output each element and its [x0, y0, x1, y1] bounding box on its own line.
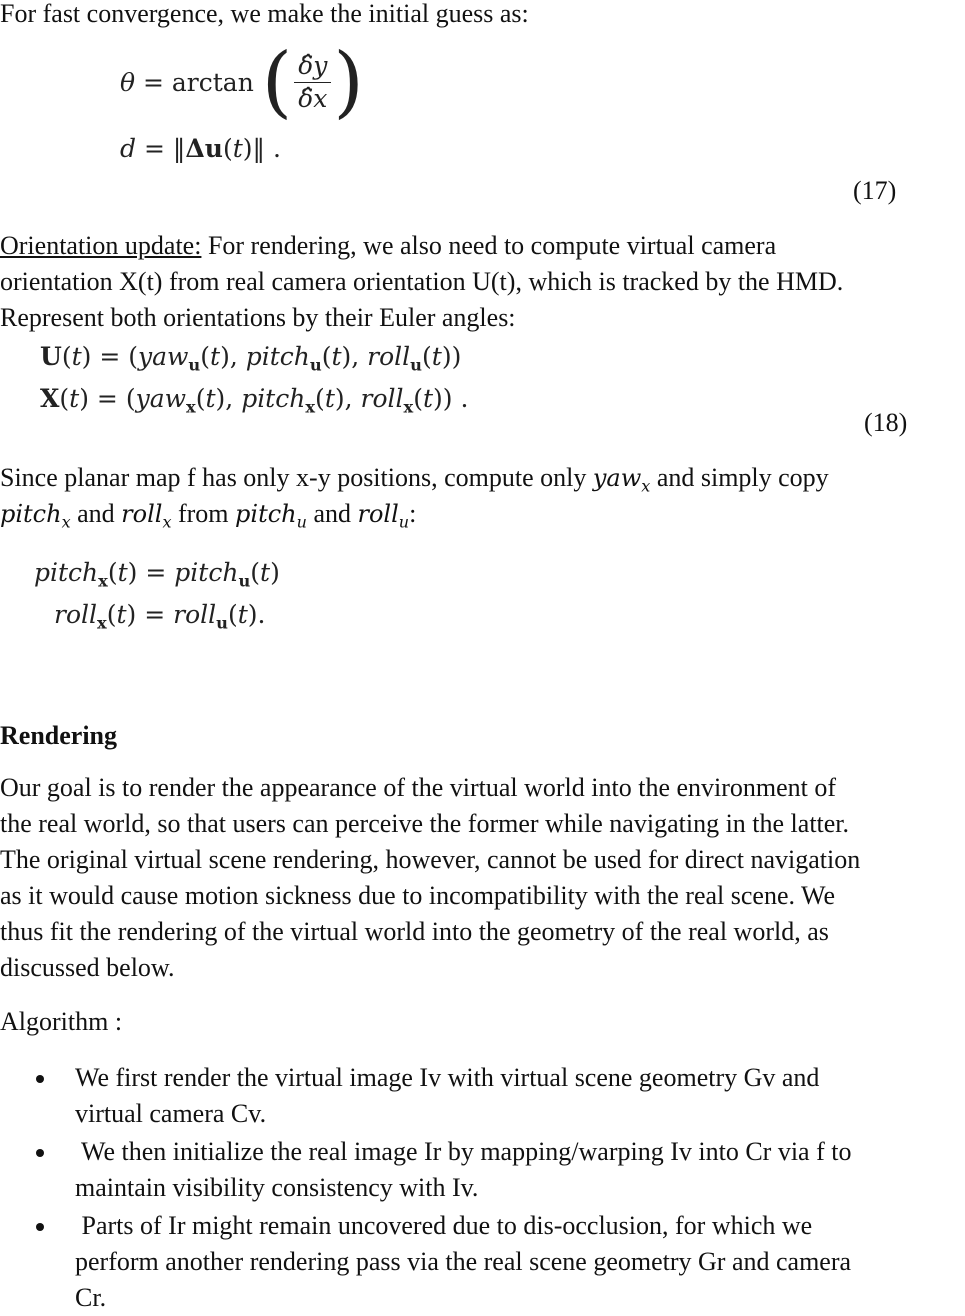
eq17-denominator: δ̂x: [298, 83, 328, 113]
equation-18-number: (18): [864, 408, 908, 437]
bullet-3-line: Cr.: [75, 1283, 107, 1312]
planar-line-1: Since planar map f has only x-y positions, compute only yaw$_x$ and simply copy: [0, 463, 829, 496]
bullet-3-line: perform another rendering pass via the real scene geometry Gr and camera: [75, 1247, 852, 1276]
bullet-icon: [36, 1223, 44, 1231]
equation-17-number: (17): [853, 176, 897, 205]
bullet-2-line: We then initialize the real image Ir by mapping/warping Iv into Cr via f to: [75, 1137, 852, 1166]
equation-copy-line-2: roll$_x$(t) = roll$_u$(t).: [54, 600, 266, 633]
rendering-paragraph-line: as it would cause motion sickness due to incompatibility with the real scene. We: [0, 881, 836, 910]
algorithm-label: Algorithm :: [0, 1007, 123, 1036]
orientation-line-3: Represent both orientations by their Euler angles:: [0, 303, 516, 332]
planar-line-2: pitch$_x$ and roll$_x$ from pitch$_u$ and roll$_u$:: [0, 499, 417, 532]
rendering-heading: Rendering: [0, 721, 117, 750]
orientation-heading: Orientation update:: [0, 231, 202, 260]
rendering-paragraph-line: discussed below.: [0, 953, 175, 982]
equation-copy-line-1: pitch$_x$(t) = pitch$_u$(t): [34, 558, 280, 591]
rendering-paragraph-line: the real world, so that users can perceive the former while navigating in the latter.: [0, 809, 850, 838]
equation-17-theta: θ = arctan ( $\frac{\deltây}{\deltâx}$ ): [120, 37, 364, 127]
rendering-paragraph-line: The original virtual scene rendering, however, cannot be used for direct navigation: [0, 845, 861, 874]
bullet-1-line: We first render the virtual image Iv with virtual scene geometry Gv and: [75, 1063, 820, 1092]
bullet-icon: [36, 1075, 44, 1083]
eq17-numerator: δ̂y: [294, 52, 331, 83]
equation-17-d: d = ‖Δu(t)‖ .: [120, 134, 281, 163]
intro-text: For fast convergence, we make the initial guess as:: [0, 0, 529, 28]
bullet-1-line: virtual camera Cv.: [75, 1099, 267, 1128]
rendering-paragraph-line: thus fit the rendering of the virtual world into the geometry of the real world, as: [0, 917, 829, 946]
bullet-2-line: maintain visibility consistency with Iv.: [75, 1173, 479, 1202]
bullet-icon: [36, 1149, 44, 1157]
rendering-paragraph-line: Our goal is to render the appearance of the virtual world into the environment of: [0, 773, 837, 802]
orientation-line-2: orientation X(t) from real camera orientation U(t), which is tracked by the HMD.: [0, 267, 844, 296]
orientation-line-1: Orientation update: For rendering, we also need to compute virtual camera: [0, 231, 777, 260]
bullet-3-line: Parts of Ir might remain uncovered due to dis-occlusion, for which we: [75, 1211, 813, 1240]
equation-18-line-1: U(t) = (yaw$_u$(t), pitch$_u$(t), roll$_u$(t)): [40, 342, 462, 375]
equation-18-line-2: X(t) = (yaw$_x$(t), pitch$_x$(t), roll$_x$(t)) .: [40, 384, 469, 417]
